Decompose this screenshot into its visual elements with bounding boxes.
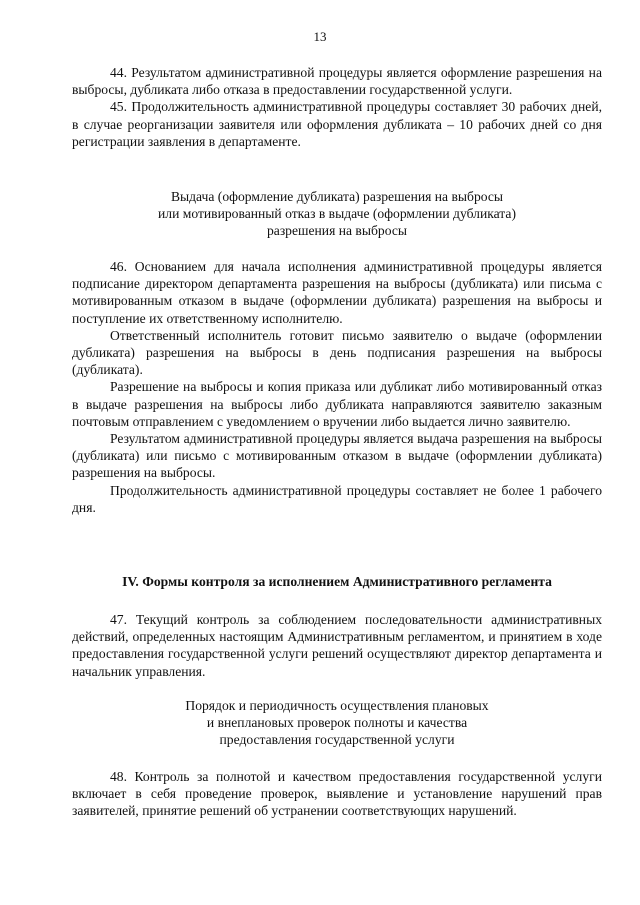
paragraphs-48	[72, 768, 602, 820]
paragraph-permit-sent: Разрешение на выбросы и копия приказа или дубликат либо мотивированный отказ в выдаче разрешения на выбросы либо дубликата направляются заявителю заказным почтовым отправлением с уведомлением о вручении либо выдается лично заявителю.	[72, 379, 602, 429]
subheading-line: Порядок и периодичность осуществления плановых	[185, 698, 489, 713]
paragraph-45: 45. Продолжительность административной процедуры составляет 30 рабочих дней, в случае реорганизации заявителя или оформления дубликата – 10 рабочих дней со дня регистрации заявления в департаменте.	[72, 99, 602, 149]
paragraphs-44-45	[72, 64, 602, 150]
subheading-issuance	[72, 188, 602, 240]
subheading-line: или мотивированный отказ в выдаче (оформлении дубликата)	[158, 206, 516, 222]
paragraphs-47	[72, 611, 602, 680]
paragraph-44: 44. Результатом административной процедуры является оформление разрешения на выбросы, дубликата либо отказа в предоставлении государственной услуги.	[72, 65, 602, 98]
subheading-line: разрешения на выбросы	[266, 223, 407, 239]
section-title: IV. Формы контроля за исполнением Административного регламента	[122, 574, 552, 589]
subheading-line: и внеплановых проверок полноты и качества	[206, 715, 468, 731]
subheading-line: предоставления государственной услуги	[219, 732, 455, 748]
subheading-line: Выдача (оформление дубликата) разрешения на выбросы	[170, 189, 504, 204]
paragraphs-46	[72, 258, 602, 516]
paragraph-duration: Продолжительность административной процедуры составляет не более 1 рабочего дня.	[72, 482, 602, 515]
paragraph-responsible-executor: Ответственный исполнитель готовит письмо заявителю о выдаче (оформлении дубликата) разрешения на выбросы в день подписания разрешения на выбросы (дубликата).	[72, 327, 602, 378]
paragraph-result: Результатом административной процедуры является выдача разрешения на выбросы (дубликата) или письмо с мотивированным отказом в выдаче (оформлении дубликата) разрешения на выбросы.	[72, 431, 602, 481]
paragraph-47: 47. Текущий контроль за соблюдением последовательности административных действий, определенных настоящим Административным регламентом, и принятием в ходе предоставления государственной услуги решений осуществляют директор департамента и начальник управления.	[72, 612, 602, 679]
paragraph-48: 48. Контроль за полнотой и качеством предоставления государственной услуги включает в себя проведение проверок, выявление и установление нарушений прав заявителей, принятие решений об устранении соответствующих нарушений.	[72, 769, 602, 819]
page-number: 13	[313, 29, 327, 44]
subheading-inspections	[72, 697, 602, 749]
paragraph-46: 46. Основанием для начала исполнения административной процедуры является подписание директором департамента разрешения на выбросы (дубликата) или письма с мотивированным отказом в выдаче (оформлении дубликата) разрешения на выбросы и поступление их ответственному исполнителю.	[72, 259, 602, 326]
